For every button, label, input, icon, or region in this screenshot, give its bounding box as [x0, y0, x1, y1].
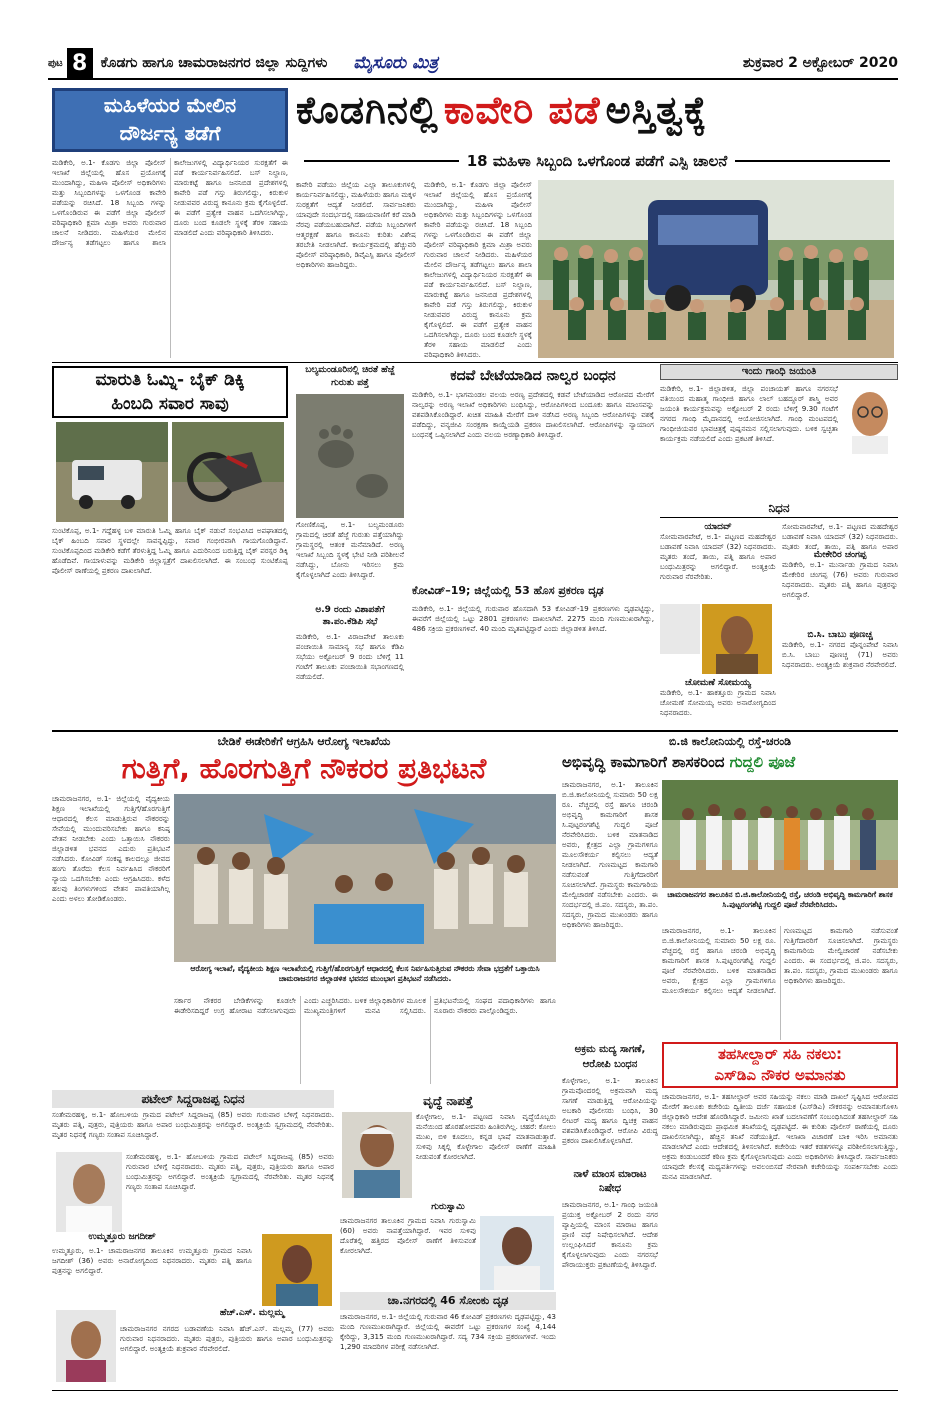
leopard-headline-text: ಬಲ್ಯಮಂಡೂರಿನಲ್ಲಿ ಚಿರತೆ ಹೆಜ್ಜೆ ಗುರುತು ಪತ್ತೆ — [305, 365, 395, 388]
protest-kicker-text: ಬೇಡಿಕೆ ಈಡೇರಿಕೆಗೆ ಆಗ್ರಹಿಸಿ ಆರೋಗ್ಯ ಇಲಾಖೆಯ — [217, 735, 391, 748]
jagadish-name-text: ಉಮ್ಮತ್ತೂರು ಜಗದೀಶ್ — [88, 1232, 156, 1242]
jagadish-body: ಉಮ್ಮತ್ತೂರು, ಅ.1- ಚಾಮರಾಜನಗರ ತಾಲೂಕಿನ ಉಮ್ಮತ್ತೂರು ಗ್ರಾಮದ ನಿವಾಸಿ ಜಗದೀಶ್ (36) ಅವರು ಅನಾರೋಗ್ಯದಿಂದ ನಿಧನರಾದರು. ಮೃತರು ಪತ್ನಿ ಹಾಗೂ ಪುತ್ರನನ್ನು ಅಗಲಿದ್ದಾರೆ. — [52, 1246, 252, 1275]
protest-photo — [174, 794, 556, 962]
patel-body-2: ಸಂತೇಮರಹಳ್ಳಿ, ಅ.1- ಹೋಬಳಿಯ ಗ್ರಾಮದ ಪಟೇಲ್ ಸಿದ್ದರಾಜಪ್ಪ (85) ಅವರು ಗುರುವಾರ ಬೆಳಿಗ್ಗೆ ನಿಧನರಾದರು. ಮೃತರು ಪತ್ನಿ, ಪುತ್ರರು, ಪುತ್ರಿಯರು ಹಾಗೂ ಅಪಾರ ಬಂಧುಮಿತ್ರರನ್ನು ಅಗಲಿದ್ದಾರೆ. ಅಂತ್ಯಕ್ರಿಯೆ ಸ್ವಗ್ರಾಮದಲ್ಲಿ ನೆರವೇರಿತು. ಮೃತರ ನಿಧನಕ್ಕೆ ಗಣ್ಯರು ಸಂತಾಪ ಸೂಚಿಸಿದ್ದಾರೆ. — [126, 1152, 334, 1191]
poaching-headline-text: ಕದವೆ ಬೇಟೆಯಾಡಿದ ನಾಲ್ವರ ಬಂಧನ — [450, 368, 616, 384]
mallamma-body: ಚಾಮರಾಜನಗರ ನಗರದ ಬಡಾವಣೆಯ ನಿವಾಸಿ ಹೆಚ್.ಎಸ್. ಮಲ್ಲಮ್ಮ (77) ಅವರು ಗುರುವಾರ ನಿಧನರಾದರು. ಮೃತರು ಪುತ್ರರು, ಪುತ್ರಿಯರು ಹಾಗೂ ಅಪಾರ ಬಂಧುಮಿತ್ರರನ್ನು ಅಗಲಿದ್ದಾರೆ. ಅಂತ್ಯಕ್ರಿಯೆ ಶುಕ್ರವಾರ ನೆರವೇರಲಿದೆ. — [120, 1324, 334, 1353]
chamnagar-covid-headline: ಚಾ.ನಗರದಲ್ಲಿ 46 ಸೋಂಕು ದೃಢ — [387, 1294, 509, 1307]
obit-body-poonacha: ಮಡಿಕೇರಿ, ಅ.1- ನಗರದ ಪೊನ್ನಂಪೇಟೆ ನಿವಾಸಿ ಬಿ.ಸಿ. ಬಾಬು ಪೂಣಚ್ಚ (71) ಅವರು ನಿಧನರಾದರು. ಅಂತ್ಯಕ್ರಿಯೆ ಶುಕ್ರವಾರ ನೆರವೇರಲಿದೆ. — [782, 640, 898, 669]
gandhi-jayanti-headline: ಇಂದು ಗಾಂಧಿ ಜಯಂತಿ — [741, 366, 817, 377]
lead-subheadline-text: 18 ಮಹಿಳಾ ಸಿಬ್ಬಂದಿ ಒಳಗೊಂಡ ಪಡೆಗೆ ಎಸ್ಪಿ ಚಾಲನೆ — [466, 152, 728, 170]
kdp-meeting-body: ಮಡಿಕೇರಿ, ಅ.1- ವಿರಾಜಪೇಟೆ ತಾಲೂಕು ಪಂಚಾಯಿತಿ ಸಾಮಾನ್ಯ ಸಭೆ ಹಾಗೂ ಕೆಡಿಪಿ ಸಭೆಯು ಅಕ್ಟೋಬರ್ 9 ರಂದು ಬೆಳಿಗ್ಗೆ 11 ಗಂಟೆಗೆ ತಾಲೂಕು ಪಂಚಾಯಿತಿ ಸಭಾಂಗಣದಲ್ಲಿ ನಡೆಯಲಿದೆ. — [296, 632, 404, 681]
gandhi-jayanti-body: ಮಡಿಕೇರಿ, ಅ.1- ಜಿಲ್ಲಾಡಳಿತ, ಜಿಲ್ಲಾ ಪಂಚಾಯತ್ ಹಾಗೂ ನಗರಸಭೆ ವತಿಯಿಂದ ಮಹಾತ್ಮ ಗಾಂಧೀಜಿ ಹಾಗೂ ಲಾಲ್ ಬಹದ್ದೂರ್ ಶಾಸ್ತ್ರಿ ಅವರ ಜಯಂತಿ ಕಾರ್ಯಕ್ರಮವನ್ನು ಅಕ್ಟೋಬರ್ 2 ರಂದು ಬೆಳಿಗ್ಗೆ 9.30 ಗಂಟೆಗೆ ನಗರದ ಗಾಂಧಿ ಮೈದಾನದಲ್ಲಿ ಆಯೋಜಿಸಲಾಗಿದೆ. ಗಾಂಧಿ ಮಂಟಪದಲ್ಲಿ ಗಾಂಧೀಜಿಯವರ ಭಾವಚಿತ್ರಕ್ಕೆ ಪುಷ್ಪನಮನ ಸಲ್ಲಿಸಲಾಗುವುದು. ಬಳಿಕ ಸ್ವಚ್ಛತಾ ಕಾರ್ಯಕ್ರಮ ನಡೆಯಲಿದೆ ಎಂದು ಪ್ರಕಟಣೆ ತಿಳಿಸಿದೆ. — [660, 384, 838, 443]
patel-headbar — [52, 1090, 334, 1108]
mallamma-portrait — [56, 1310, 116, 1382]
protest-body-right: ಸರ್ಕಾರ ನೌಕರರ ಬೇಡಿಕೆಗಳನ್ನು ಕೂಡಲೇ ಈಡೇರಿಸದಿದ್ದರೆ ಉಗ್ರ ಹೋರಾಟ ನಡೆಸಲಾಗುವುದು ಎಂದು ಎಚ್ಚರಿಸಿದರು. ಬಳಿಕ ಜಿಲ್ಲಾಧಿಕಾರಿಗಳ ಮೂಲಕ ಮುಖ್ಯಮಂತ್ರಿಗಳಿಗೆ ಮನವಿ ಸಲ್ಲಿಸಿದರು. ಪ್ರತಿಭಟನೆಯಲ್ಲಿ ಸಂಘದ ಪದಾಧಿಕಾರಿಗಳು ಹಾಗೂ ನೂರಾರು ನೌಕರರು ಪಾಲ್ಗೊಂಡಿದ್ದರು. — [174, 996, 556, 1015]
kicker-line-1: ಮಹಿಳೆಯರ ಮೇಲಿನ — [103, 93, 237, 117]
lead-body-right: ಮಡಿಕೇರಿ, ಅ.1- ಕೊಡಗು ಜಿಲ್ಲಾ ಪೊಲೀಸ್ ಇಲಾಖೆ ಜಿಲ್ಲೆಯಲ್ಲಿ ಹೊಸ ಪ್ರಯೋಗಕ್ಕೆ ಮುಂದಾಗಿದ್ದು, ಮಹಿಳಾ ಪೊಲೀಸ್ ಅಧಿಕಾರಿಗಳು ಮತ್ತು ಸಿಬ್ಬಂದಿಗಳನ್ನು ಒಳಗೊಂಡ ಕಾವೇರಿ ಪಡೆಯನ್ನು ರಚಿಸಿದೆ. 18 ಸಿಬ್ಬಂದಿ ಗಳನ್ನು ಒಳಗೊಂಡಿರುವ ಈ ಪಡೆಗೆ ಜಿಲ್ಲಾ ಪೊಲೀಸ್ ವರಿಷ್ಠಾಧಿಕಾರಿ ಕ್ಷಮಾ ಮಿಶ್ರಾ ಅವರು ಗುರುವಾರ ಚಾಲನೆ ನೀಡಿದರು. ಮಹಿಳೆಯರ ಮೇಲಿನ ದೌರ್ಜನ್ಯ ತಡೆಗಟ್ಟಲು ಹಾಗೂ ಶಾಲಾ ಕಾಲೇಜುಗಳಲ್ಲಿ ವಿದ್ಯಾರ್ಥಿನಿಯರ ಸುರಕ್ಷತೆಗೆ ಈ ಪಡೆ ಕಾರ್ಯನಿರ್ವಹಿಸಲಿದೆ. ಬಸ್ ನಿಲ್ದಾಣ, ಮಾರುಕಟ್ಟೆ ಹಾಗೂ ಜನನಿಬಿಡ ಪ್ರದೇಶಗಳಲ್ಲಿ ಕಾವೇರಿ ಪಡೆ ಗಸ್ತು ತಿರುಗಲಿದ್ದು, ಕಿರುಕುಳ ನೀಡುವವರ ವಿರುದ್ಧ ಕಾನೂನು ಕ್ರಮ ಕೈಗೊಳ್ಳಲಿದೆ. ಈ ಪಡೆಗೆ ಪ್ರತ್ಯೇಕ ವಾಹನ ಒದಗಿಸಲಾಗಿದ್ದು, ದೂರು ಬಂದ ಕೂಡಲೇ ಸ್ಥಳಕ್ಕೆ ತೆರಳಿ ಸಹಾಯ ಮಾಡಲಿದೆ ಎಂದು ವರಿಷ್ಠಾಧಿಕಾರಿ ತಿಳಿಸಿದರು. — [424, 180, 532, 358]
lead-body-left: ಮಡಿಕೇರಿ, ಅ.1- ಕೊಡಗು ಜಿಲ್ಲಾ ಪೊಲೀಸ್ ಇಲಾಖೆ ಜಿಲ್ಲೆಯಲ್ಲಿ ಹೊಸ ಪ್ರಯೋಗಕ್ಕೆ ಮುಂದಾಗಿದ್ದು, ಮಹಿಳಾ ಪೊಲೀಸ್ ಅಧಿಕಾರಿಗಳು ಮತ್ತು ಸಿಬ್ಬಂದಿಗಳನ್ನು ಒಳಗೊಂಡ ಕಾವೇರಿ ಪಡೆಯನ್ನು ರಚಿಸಿದೆ. 18 ಸಿಬ್ಬಂದಿ ಗಳನ್ನು ಒಳಗೊಂಡಿರುವ ಈ ಪಡೆಗೆ ಜಿಲ್ಲಾ ಪೊಲೀಸ್ ವರಿಷ್ಠಾಧಿಕಾರಿ ಕ್ಷಮಾ ಮಿಶ್ರಾ ಅವರು ಗುರುವಾರ ಚಾಲನೆ ನೀಡಿದರು. ಮಹಿಳೆಯರ ಮೇಲಿನ ದೌರ್ಜನ್ಯ ತಡೆಗಟ್ಟಲು ಹಾಗೂ ಶಾಲಾ ಕಾಲೇಜುಗಳಲ್ಲಿ ವಿದ್ಯಾರ್ಥಿನಿಯರ ಸುರಕ್ಷತೆಗೆ ಈ ಪಡೆ ಕಾರ್ಯನಿರ್ವಹಿಸಲಿದೆ. ಬಸ್ ನಿಲ್ದಾಣ, ಮಾರುಕಟ್ಟೆ ಹಾಗೂ ಜನನಿಬಿಡ ಪ್ರದೇಶಗಳಲ್ಲಿ ಕಾವೇರಿ ಪಡೆ ಗಸ್ತು ತಿರುಗಲಿದ್ದು, ಕಿರುಕುಳ ನೀಡುವವರ ವಿರುದ್ಧ ಕಾನೂನು ಕ್ರಮ ಕೈಗೊಳ್ಳಲಿದೆ. ಈ ಪಡೆಗೆ ಪ್ರತ್ಯೇಕ ವಾಹನ ಒದಗಿಸಲಾಗಿದ್ದು, ದೂರು ಬಂದ ಕೂಡಲೇ ಸ್ಥಳಕ್ಕೆ ತೆರಳಿ ಸಹಾಯ ಮಾಡಲಿದೆ ಎಂದು ವರಿಷ್ಠಾಧಿಕಾರಿ ತಿಳಿಸಿದರು. — [52, 158, 288, 247]
chamnagar-covid-body: ಚಾಮರಾಜನಗರ, ಅ.1- ಜಿಲ್ಲೆಯಲ್ಲಿ ಗುರುವಾರ 46 ಕೋವಿಡ್ ಪ್ರಕರಣಗಳು ದೃಢಪಟ್ಟಿದ್ದು, 43 ಮಂದಿ ಗುಣಮುಖರಾಗಿದ್ದಾರೆ. ಜಿಲ್ಲೆಯಲ್ಲಿ ಈವರೆಗೆ ಒಟ್ಟು ಪ್ರಕರಣಗಳ ಸಂಖ್ಯೆ 4,144 ಕ್ಕೇರಿದ್ದು, 3,315 ಮಂದಿ ಗುಣಮುಖರಾಗಿದ್ದಾರೆ. ಸದ್ಯ 734 ಸಕ್ರಿಯ ಪ್ರಕರಣಗಳಿವೆ. ಇಂದು 1,290 ಮಾದರಿಗಳ ಪರೀಕ್ಷೆ ನಡೆಸಲಾಗಿದೆ. — [340, 1312, 556, 1351]
lead-headline-red: ಕಾವೇರಿ ಪಡೆ — [443, 88, 601, 132]
page-label: ಪುಟ — [48, 57, 63, 69]
guruswamy-portrait — [480, 1216, 554, 1290]
patel-body: ಸಂತೇಮರಹಳ್ಳಿ, ಅ.1- ಹೋಬಳಿಯ ಗ್ರಾಮದ ಪಟೇಲ್ ಸಿದ್ದರಾಜಪ್ಪ (85) ಅವರು ಗುರುವಾರ ಬೆಳಿಗ್ಗೆ ನಿಧನರಾದರು. ಮೃತರು ಪತ್ನಿ, ಪುತ್ರರು, ಪುತ್ರಿಯರು ಹಾಗೂ ಅಪಾರ ಬಂಧುಮಿತ್ರರನ್ನು ಅಗಲಿದ್ದಾರೆ. ಅಂತ್ಯಕ್ರಿಯೆ ಸ್ವಗ್ರಾಮದಲ್ಲಿ ನೆರವೇರಿತು. ಮೃತರ ನಿಧನಕ್ಕೆ ಗಣ್ಯರು ಸಂತಾಪ ಸೂಚಿಸಿದ್ದಾರೆ. — [52, 1110, 334, 1139]
development-kicker — [562, 734, 898, 750]
development-headline-green: ಗುದ್ದಲಿ ಪೂಜೆ — [729, 753, 796, 771]
missing-headbar — [340, 1092, 556, 1110]
protest-headline-text: ಗುತ್ತಿಗೆ, ಹೊರಗುತ್ತಿಗೆ ನೌಕರರ ಪ್ರತಿಭಟನೆ — [121, 752, 487, 785]
development-body-left: ಚಾಮರಾಜನಗರ, ಅ.1- ತಾಲೂಕಿನ ಬಿ.ಜಿ.ಕಾಲೋನಿಯಲ್ಲಿ ಸುಮಾರು 50 ಲಕ್ಷ ರೂ. ವೆಚ್ಚದಲ್ಲಿ ರಸ್ತೆ ಹಾಗೂ ಚರಂಡಿ ಅಭಿವೃದ್ಧಿ ಕಾಮಗಾರಿಗೆ ಶಾಸಕ ಸಿ.ಪುಟ್ಟರಂಗಶೆಟ್ಟಿ ಗುದ್ದಲಿ ಪೂಜೆ ನೆರವೇರಿಸಿದರು. ಬಳಿಕ ಮಾತನಾಡಿದ ಅವರು, ಕ್ಷೇತ್ರದ ಎಲ್ಲಾ ಗ್ರಾಮಗಳಿಗೂ ಮೂಲಸೌಕರ್ಯ ಕಲ್ಪಿಸಲು ಆದ್ಯತೆ ನೀಡಲಾಗಿದೆ. ಗುಣಮಟ್ಟದ ಕಾಮಗಾರಿ ನಡೆಸುವಂತೆ ಗುತ್ತಿಗೆದಾರರಿಗೆ ಸೂಚಿಸಲಾಗಿದೆ. ಗ್ರಾಮಸ್ಥರು ಕಾಮಗಾರಿಯ ಮೇಲ್ವಿಚಾರಣೆ ನಡೆಸಬೇಕು ಎಂದರು. ಈ ಸಂದರ್ಭದಲ್ಲಿ ಜಿ.ಪಂ. ಸದಸ್ಯರು, ತಾ.ಪಂ. ಸದಸ್ಯರು, ಗ್ರಾಮದ ಮುಖಂಡರು ಹಾಗೂ ಅಧಿಕಾರಿಗಳು ಹಾಜರಿದ್ದರು. — [562, 780, 658, 929]
obit-body-continued: ಸೋಮವಾರಪೇಟೆ, ಅ.1- ಪಟ್ಟಣದ ಮಹದೇಶ್ವರ ಬಡಾವಣೆ ನಿವಾಸಿ ಯಾದವ್ (32) ನಿಧನರಾದರು. ಮೃತರು ತಂದೆ, ತಾಯಿ, ಪತ್ನಿ ಹಾಗೂ ಅಪಾರ — [782, 522, 898, 550]
section-title: ಕೊಡಗು ಹಾಗೂ ಚಾಮರಾಜನಗರ ಜಿಲ್ಲಾ ಸುದ್ದಿಗಳು — [100, 55, 328, 71]
page-number: 8 — [67, 48, 93, 78]
obit-body-yadav: ಸೋಮವಾರಪೇಟೆ, ಅ.1- ಪಟ್ಟಣದ ಮಹದೇಶ್ವರ ಬಡಾವಣೆ ನಿವಾಸಿ ಯಾದವ್ (32) ನಿಧನರಾದರು. ಮೃತರು ತಂದೆ, ತಾಯಿ, ಪತ್ನಿ ಹಾಗೂ ಅಪಾರ ಬಂಧುಮಿತ್ರರನ್ನು ಅಗಲಿದ್ದಾರೆ. ಅಂತ್ಯಕ್ರಿಯೆ ಗುರುವಾರ ನೆರವೇರಿತು. — [660, 532, 776, 581]
obit-name-somayya: ಚೋಮಣೆ ಸೋಮಯ್ಯ — [685, 678, 751, 688]
meat-ban-headline-text: ನಾಳೆ ಮಾಂಸ ಮಾರಾಟ ನಿಷೇಧ — [573, 1169, 647, 1194]
missing-body: ಕೊಳ್ಳೇಗಾಲ, ಅ.1- ಪಟ್ಟಣದ ನಿವಾಸಿ ವೃದ್ಧೆಯೊಬ್ಬರು ಮನೆಯಿಂದ ಹೊರಹೋದವರು ಹಿಂತಿರುಗಿಲ್ಲ. ಚಹರೆ: ಕೋಲು ಮುಖ, ಬಿಳಿ ಕೂದಲು, ಕನ್ನಡ ಭಾಷೆ ಮಾತನಾಡುತ್ತಾರೆ. ಸುಳಿವು ಸಿಕ್ಕಲ್ಲಿ ಕೊಳ್ಳೇಗಾಲ ಪೊಲೀಸ್ ಠಾಣೆಗೆ ಮಾಹಿತಿ ನೀಡುವಂತೆ ಕೋರಲಾಗಿದೆ. — [416, 1112, 556, 1161]
covid-kodagu-headline — [412, 582, 654, 602]
gandhi-jayanti-headbar — [660, 364, 898, 380]
patel-portrait — [56, 1152, 122, 1232]
leopard-headline — [294, 364, 406, 392]
obituary-col-right — [782, 522, 898, 726]
maruti-body: ಸುಂಟಿಕೊಪ್ಪ, ಅ.1- ಗದ್ದೆಹಳ್ಳ ಬಳಿ ಮಾರುತಿ ಓಮ್ನಿ ಹಾಗೂ ಬೈಕ್ ನಡುವೆ ಸಂಭವಿಸಿದ ಅಪಘಾತದಲ್ಲಿ ಬೈಕ್ ಹಿಂಬದಿ ಸವಾರ ಸ್ಥಳದಲ್ಲೇ ಸಾವನ್ನಪ್ಪಿದ್ದು, ಸವಾರ ಗಂಭೀರವಾಗಿ ಗಾಯಗೊಂಡಿದ್ದಾನೆ. ಸುಂಟಿಕೊಪ್ಪದಿಂದ ಮಡಿಕೇರಿ ಕಡೆಗೆ ತೆರಳುತ್ತಿದ್ದ ಓಮ್ನಿ ಹಾಗೂ ಎದುರಿನಿಂದ ಬರುತ್ತಿದ್ದ ಬೈಕ್ ಪರಸ್ಪರ ಡಿಕ್ಕಿ ಹೊಡೆದಿವೆ. ಗಾಯಾಳುವನ್ನು ಮಡಿಕೇರಿ ಜಿಲ್ಲಾಸ್ಪತ್ರೆಗೆ ದಾಖಲಿಸಲಾಗಿದೆ. ಈ ಸಂಬಂಧ ಸುಂಟಿಕೊಪ್ಪ ಪೊಲೀಸ್ ಠಾಣೆಯಲ್ಲಿ ಪ್ರಕರಣ ದಾಖಲಾಗಿದೆ. — [52, 526, 288, 575]
liquor-headline — [562, 1042, 658, 1074]
omni-van-photo — [56, 422, 168, 522]
obit-name-yadav: ಯಾದವ್ — [704, 522, 732, 532]
missing-headline: ವೃದ್ಧೆ ನಾಪತ್ತೆ — [423, 1094, 473, 1108]
covid-kodagu-body: ಮಡಿಕೇರಿ, ಅ.1- ಜಿಲ್ಲೆಯಲ್ಲಿ ಗುರುವಾರ ಹೊಸದಾಗಿ 53 ಕೋವಿಡ್-19 ಪ್ರಕರಣಗಳು ದೃಢಪಟ್ಟಿದ್ದು, ಈವರೆಗೆ ಜಿಲ್ಲೆಯಲ್ಲಿ ಒಟ್ಟು 2801 ಪ್ರಕರಣಗಳು ದಾಖಲಾಗಿವೆ. 2275 ಮಂದಿ ಗುಣಮುಖರಾಗಿದ್ದು, 486 ಸಕ್ರಿಯ ಪ್ರಕರಣಗಳಿವೆ. 40 ಮಂದಿ ಮೃತಪಟ್ಟಿದ್ದಾರೆ ಎಂದು ಜಿಲ್ಲಾಡಳಿತ ತಿಳಿಸಿದೆ. — [412, 604, 654, 633]
gandhi-portrait — [842, 384, 898, 454]
development-body-right: ಚಾಮರಾಜನಗರ, ಅ.1- ತಾಲೂಕಿನ ಬಿ.ಜಿ.ಕಾಲೋನಿಯಲ್ಲಿ ಸುಮಾರು 50 ಲಕ್ಷ ರೂ. ವೆಚ್ಚದಲ್ಲಿ ರಸ್ತೆ ಹಾಗೂ ಚರಂಡಿ ಅಭಿವೃದ್ಧಿ ಕಾಮಗಾರಿಗೆ ಶಾಸಕ ಸಿ.ಪುಟ್ಟರಂಗಶೆಟ್ಟಿ ಗುದ್ದಲಿ ಪೂಜೆ ನೆರವೇರಿಸಿದರು. ಬಳಿಕ ಮಾತನಾಡಿದ ಅವರು, ಕ್ಷೇತ್ರದ ಎಲ್ಲಾ ಗ್ರಾಮಗಳಿಗೂ ಮೂಲಸೌಕರ್ಯ ಕಲ್ಪಿಸಲು ಆದ್ಯತೆ ನೀಡಲಾಗಿದೆ. ಗುಣಮಟ್ಟದ ಕಾಮಗಾರಿ ನಡೆಸುವಂತೆ ಗುತ್ತಿಗೆದಾರರಿಗೆ ಸೂಚಿಸಲಾಗಿದೆ. ಗ್ರಾಮಸ್ಥರು ಕಾಮಗಾರಿಯ ಮೇಲ್ವಿಚಾರಣೆ ನಡೆಸಬೇಕು ಎಂದರು. ಈ ಸಂದರ್ಭದಲ್ಲಿ ಜಿ.ಪಂ. ಸದಸ್ಯರು, ತಾ.ಪಂ. ಸದಸ್ಯರು, ಗ್ರಾಮದ ಮುಖಂಡರು ಹಾಗೂ ಅಧಿಕಾರಿಗಳು ಹಾಜರಿದ್ದರು. — [662, 926, 898, 995]
damaged-bike-photo — [172, 422, 284, 522]
patel-headline: ಪಟೇಲ್ ಸಿದ್ದರಾಜಪ್ಪ ನಿಧನ — [141, 1092, 245, 1106]
mallamma-name — [170, 1308, 334, 1322]
lead-headline — [296, 86, 898, 146]
obit-body-changappa: ಮಡಿಕೇರಿ, ಅ.1- ಮುರ್ನಾಡು ಗ್ರಾಮದ ನಿವಾಸಿ ಮೇಕೇರಿರ ಚಂಗಪ್ಪ (76) ಅವರು ಗುರುವಾರ ನಿಧನರಾದರು. ಮೃತರು ಪತ್ನಿ ಹಾಗೂ ಪುತ್ರರನ್ನು ಅಗಲಿದ್ದಾರೆ. — [782, 560, 898, 599]
chamnagar-covid-headbar — [340, 1292, 556, 1310]
maruti-headline-box — [52, 366, 288, 418]
meat-ban-body: ಚಾಮರಾಜನಗರ, ಅ.1- ಗಾಂಧಿ ಜಯಂತಿ ಪ್ರಯುಕ್ತ ಅಕ್ಟೋಬರ್ 2 ರಂದು ನಗರ ವ್ಯಾಪ್ತಿಯಲ್ಲಿ ಮಾಂಸ ಮಾರಾಟ ಹಾಗೂ ಪ್ರಾಣಿ ವಧೆ ನಿಷೇಧಿಸಲಾಗಿದೆ. ಆದೇಶ ಉಲ್ಲಂಘಿಸಿದರೆ ಕಾನೂನು ಕ್ರಮ ಕೈಗೊಳ್ಳಲಾಗುವುದು ಎಂದು ನಗರಸಭೆ ಪೌರಾಯುಕ್ತರು ಪ್ರಕಟಣೆಯಲ್ಲಿ ತಿಳಿಸಿದ್ದಾರೆ. — [562, 1200, 658, 1269]
missing-elder-photo — [342, 1112, 412, 1198]
lead-body-middle: ಕಾವೇರಿ ಪಡೆಯು ಜಿಲ್ಲೆಯ ಎಲ್ಲಾ ತಾಲೂಕುಗಳಲ್ಲಿ ಕಾರ್ಯನಿರ್ವಹಿಸಲಿದ್ದು, ಮಹಿಳೆಯರು ಹಾಗೂ ಮಕ್ಕಳ ಸುರಕ್ಷತೆಗೆ ಆದ್ಯತೆ ನೀಡಲಿದೆ. ಸಾರ್ವಜನಿಕರು ಯಾವುದೇ ಸಂದರ್ಭದಲ್ಲಿ ಸಹಾಯವಾಣಿಗೆ ಕರೆ ಮಾಡಿ ನೆರವು ಪಡೆಯಬಹುದಾಗಿದೆ. ಪಡೆಯ ಸಿಬ್ಬಂದಿಗಳಿಗೆ ಆತ್ಮರಕ್ಷಣೆ ಹಾಗೂ ಕಾನೂನು ಕುರಿತು ವಿಶೇಷ ತರಬೇತಿ ನೀಡಲಾಗಿದೆ. ಕಾರ್ಯಕ್ರಮದಲ್ಲಿ ಹೆಚ್ಚುವರಿ ಪೊಲೀಸ್ ವರಿಷ್ಠಾಧಿಕಾರಿ, ಡಿವೈಎಸ್ಪಿ ಹಾಗೂ ಪೊಲೀಸ್ ಅಧಿಕಾರಿಗಳು ಹಾಜರಿದ್ದರು. — [296, 180, 416, 269]
tahsildar-headline-box — [662, 1042, 898, 1088]
meat-ban-headline — [562, 1168, 658, 1198]
tahsildar-headline-1: ತಹಸೀಲ್ದಾರ್ ಸಹಿ ನಕಲು: — [717, 1045, 843, 1063]
protest-photo-caption: ಆರೋಗ್ಯ ಇಲಾಖೆ, ವೈದ್ಯಕೀಯ ಶಿಕ್ಷಣ ಇಲಾಖೆಯಲ್ಲಿ ಗುತ್ತಿಗೆ/ಹೊರಗುತ್ತಿಗೆ ಆಧಾರದಲ್ಲಿ ಕೆಲಸ ನಿರ್ವಹಿಸುತ್ತಿರುವ ನೌಕರರು ಸೇವಾ ಭದ್ರತೆಗೆ ಒತ್ತಾಯಿಸಿ ಚಾಮರಾಜನಗರ ಜಿಲ್ಲಾಡಳಿತ ಭವನದ ಮುಂಭಾಗ ಪ್ರತಿಭಟನೆ ನಡೆಸಿದರು. — [190, 964, 540, 983]
groundbreaking-photo — [662, 780, 898, 888]
mallamma-name-text: ಹೆಚ್.ಎಸ್. ಮಲ್ಲಮ್ಮ — [219, 1308, 285, 1318]
maruti-headline-1: ಮಾರುತಿ ಓಮ್ನಿ- ಬೈಕ್ ಡಿಕ್ಕಿ — [95, 370, 245, 390]
obituary-headline: ನಿಧನ — [768, 501, 790, 515]
kdp-meeting-headline — [296, 604, 404, 630]
protest-body-left: ಚಾಮರಾಜನಗರ, ಅ.1- ಜಿಲ್ಲೆಯಲ್ಲಿ ವೈದ್ಯಕೀಯ ಶಿಕ್ಷಣ ಇಲಾಖೆಯಲ್ಲಿ ಗುತ್ತಿಗೆ/ಹೊರಗುತ್ತಿಗೆ ಆಧಾರದಲ್ಲಿ ಕೆಲಸ ಮಾಡುತ್ತಿರುವ ನೌಕರರನ್ನು ಸೇವೆಯಲ್ಲಿ ಮುಂದುವರಿಸಬೇಕು ಹಾಗೂ ಕನಿಷ್ಠ ವೇತನ ನೀಡಬೇಕು ಎಂದು ಒತ್ತಾಯಿಸಿ ನೌಕರರು ಜಿಲ್ಲಾಡಳಿತ ಭವನದ ಎದುರು ಪ್ರತಿಭಟನೆ ನಡೆಸಿದರು. ಕೋವಿಡ್ ಸಂಕಷ್ಟ ಕಾಲದಲ್ಲೂ ಜೀವದ ಹಂಗು ತೊರೆದು ಕೆಲಸ ನಿರ್ವಹಿಸಿದ ನೌಕರರಿಗೆ ನ್ಯಾಯ ಒದಗಿಸಬೇಕು ಎಂದು ಆಗ್ರಹಿಸಿದರು. ಕಳೆದ ಹಲವು ತಿಂಗಳುಗಳಿಂದ ವೇತನ ಪಾವತಿಯಾಗಿಲ್ಲ ಎಂದು ಅಳಲು ತೋಡಿಕೊಂಡರು. — [52, 794, 170, 903]
obit-body-somayya: ಮಡಿಕೇರಿ, ಅ.1- ಹಾಕತ್ತೂರು ಗ್ರಾಮದ ನಿವಾಸಿ ಚೋಮಣೆ ಸೋಮಯ್ಯ ಅವರು ಅನಾರೋಗ್ಯದಿಂದ ನಿಧನರಾದರು. — [660, 688, 776, 717]
obituary-headbar — [660, 500, 898, 518]
kicker-line-2: ದೌರ್ಜನ್ಯ ತಡೆಗೆ — [119, 121, 221, 145]
tahsildar-headline-2: ಎಸ್‌ಡಿಎ ನೌಕರ ಅಮಾನತು — [714, 1066, 846, 1084]
kdp-meeting-headline-text: ಅ.9 ರಂದು ವಿಶಾಪತೆಗೆ ತಾ.ಪಂ.ಕೆಡಿಪಿ ಸಭೆ — [315, 605, 385, 627]
obit-photo-yadav — [702, 604, 772, 674]
lead-headline-part2: ಅಸ್ತಿತ್ವಕ್ಕೆ — [605, 88, 708, 132]
guruswamy-body: ಚಾಮರಾಜನಗರ ತಾಲೂಕಿನ ಗ್ರಾಮದ ನಿವಾಸಿ ಗುರುಸ್ವಾಮಿ (60) ಅವರು ನಾಪತ್ತೆಯಾಗಿದ್ದಾರೆ. ಇವರ ಸುಳಿವು ದೊರೆತಲ್ಲಿ ಹತ್ತಿರದ ಪೊಲೀಸ್ ಠಾಣೆಗೆ ತಿಳಿಸುವಂತೆ ಕೋರಲಾಗಿದೆ. — [340, 1216, 476, 1255]
development-kicker-text: ಬಿ.ಜಿ ಕಾಲೋನಿಯಲ್ಲಿ ರಸ್ತೆ-ಚರಂಡಿ — [668, 735, 792, 748]
leopard-body: ಗೋಣಿಕೊಪ್ಪ, ಅ.1- ಬಲ್ಯಮಂಡೂರು ಗ್ರಾಮದಲ್ಲಿ ಚಿರತೆ ಹೆಜ್ಜೆ ಗುರುತು ಪತ್ತೆಯಾಗಿದ್ದು ಗ್ರಾಮಸ್ಥರಲ್ಲಿ ಆತಂಕ ಮನೆಮಾಡಿದೆ. ಅರಣ್ಯ ಇಲಾಖೆ ಸಿಬ್ಬಂದಿ ಸ್ಥಳಕ್ಕೆ ಭೇಟಿ ನೀಡಿ ಪರಿಶೀಲನೆ ನಡೆಸಿದ್ದು, ಬೋನು ಇರಿಸಲು ಕ್ರಮ ಕೈಗೊಳ್ಳಲಾಗಿದೆ ಎಂದು ತಿಳಿಸಿದ್ದಾರೆ. — [296, 520, 404, 579]
liquor-headline-text: ಅಕ್ರಮ ಮದ್ಯ ಸಾಗಣೆ, ಆರೋಪಿ ಬಂಧನ — [574, 1044, 646, 1070]
covid-kodagu-headline-text: ಕೋವಿಡ್–19; ಜಿಲ್ಲೆಯಲ್ಲಿ 53 ಹೊಸ ಪ್ರಕರಣ ದೃಢ — [412, 584, 604, 597]
issue-date: ಶುಕ್ರವಾರ 2 ಅಕ್ಟೋಬರ್ 2020 — [742, 55, 898, 71]
newspaper-name: ಮೈಸೂರು ಮಿತ್ರ — [353, 53, 439, 73]
guruswamy-name — [340, 1202, 556, 1216]
development-headline — [562, 750, 898, 776]
leopard-pugmark-photo — [296, 394, 404, 518]
tahsildar-body: ಚಾಮರಾಜನಗರ, ಅ.1- ತಹಸೀಲ್ದಾರ್ ಅವರ ಸಹಿಯನ್ನು ನಕಲು ಮಾಡಿ ದಾಖಲೆ ಸೃಷ್ಟಿಸಿದ ಆರೋಪದ ಮೇರೆಗೆ ತಾಲೂಕು ಕಚೇರಿಯ ದ್ವಿತೀಯ ದರ್ಜೆ ಸಹಾಯಕ (ಎಸ್‌ಡಿಎ) ನೌಕರನನ್ನು ಅಮಾನತುಗೊಳಿಸಿ ಜಿಲ್ಲಾಧಿಕಾರಿ ಆದೇಶ ಹೊರಡಿಸಿದ್ದಾರೆ. ಜಮೀನು ಖಾತೆ ಬದಲಾವಣೆಗೆ ಸಂಬಂಧಿಸಿದಂತೆ ತಹಸೀಲ್ದಾರ್ ಸಹಿ ನಕಲು ಮಾಡಿರುವುದು ಪ್ರಾಥಮಿಕ ತನಿಖೆಯಲ್ಲಿ ದೃಢಪಟ್ಟಿದೆ. ಈ ಕುರಿತು ಪೊಲೀಸ್ ಠಾಣೆಯಲ್ಲಿ ದೂರು ದಾಖಲಿಸಲಾಗಿದ್ದು, ಹೆಚ್ಚಿನ ತನಿಖೆ ನಡೆಯುತ್ತಿದೆ. ಇಲಾಖಾ ವಿಚಾರಣೆ ಬಾಕಿ ಇರಿಸಿ ಅಮಾನತು ಮಾಡಲಾಗಿದೆ ಎಂದು ಆದೇಶದಲ್ಲಿ ತಿಳಿಸಲಾಗಿದೆ. ಕಚೇರಿಯ ಇತರೆ ಕಡತಗಳನ್ನೂ ಪರಿಶೀಲಿಸಲಾಗುತ್ತಿದ್ದು, ಅಕ್ರಮ ಕಂಡುಬಂದರೆ ಕಠಿಣ ಕ್ರಮ ಕೈಗೊಳ್ಳಲಾಗುವುದು ಎಂದು ಅಧಿಕಾರಿಗಳು ತಿಳಿಸಿದ್ದಾರೆ. ಸಾರ್ವಜನಿಕರು ಯಾವುದೇ ಕೆಲಸಕ್ಕೆ ಮಧ್ಯವರ್ತಿಗಳನ್ನು ಅವಲಂಬಿಸದೆ ನೇರವಾಗಿ ಕಚೇರಿಯನ್ನು ಸಂಪರ್ಕಿಸಬೇಕು ಎಂದು ಮನವಿ ಮಾಡಲಾಗಿದೆ. — [662, 1092, 898, 1181]
protest-kicker — [52, 734, 556, 750]
obituary-col-left — [660, 522, 776, 726]
lead-headline-part1: ಕೊಡಗಿನಲ್ಲಿ — [296, 88, 439, 132]
liquor-body: ಕೊಳ್ಳೇಗಾಲ, ಅ.1- ತಾಲೂಕಿನ ಗ್ರಾಮವೊಂದರಲ್ಲಿ ಅಕ್ರಮವಾಗಿ ಮದ್ಯ ಸಾಗಣೆ ಮಾಡುತ್ತಿದ್ದ ಆರೋಪಿಯನ್ನು ಅಬಕಾರಿ ಪೊಲೀಸರು ಬಂಧಿಸಿ, 30 ಲೀಟರ್ ಮದ್ಯ ಹಾಗೂ ದ್ವಿಚಕ್ರ ವಾಹನ ವಶಪಡಿಸಿಕೊಂಡಿದ್ದಾರೆ. ಆರೋಪಿ ವಿರುದ್ಧ ಪ್ರಕರಣ ದಾಖಲಿಸಿಕೊಳ್ಳಲಾಗಿದೆ. — [562, 1076, 658, 1145]
obit-photo-placeholder — [660, 604, 700, 654]
poaching-headline — [412, 366, 654, 388]
jagadish-name — [52, 1232, 192, 1246]
obit-name-changappa: ಮೇಕೇರಿರ ಚಂಗಪ್ಪ — [813, 550, 867, 560]
poaching-body: ಮಡಿಕೇರಿ, ಅ.1- ಭಾಗಮಂಡಲ ವಲಯ ಅರಣ್ಯ ಪ್ರದೇಶದಲ್ಲಿ ಕಡವೆ ಬೇಟೆಯಾಡಿದ ಆರೋಪದ ಮೇರೆಗೆ ನಾಲ್ವರನ್ನು ಅರಣ್ಯ ಇಲಾಖೆ ಅಧಿಕಾರಿಗಳು ಬಂಧಿಸಿದ್ದು, ಆರೋಪಿಗಳಿಂದ ಬಂದೂಕು ಹಾಗೂ ಮಾಂಸವನ್ನು ವಶಪಡಿಸಿಕೊಂಡಿದ್ದಾರೆ. ಖಚಿತ ಮಾಹಿತಿ ಮೇರೆಗೆ ದಾಳಿ ನಡೆಸಿದ ಅರಣ್ಯ ಸಿಬ್ಬಂದಿ ಆರೋಪಿಗಳನ್ನು ವಶಕ್ಕೆ ಪಡೆದಿದ್ದು, ವನ್ಯಜೀವಿ ಸಂರಕ್ಷಣಾ ಕಾಯ್ದೆಯಡಿ ಪ್ರಕರಣ ದಾಖಲಿಸಲಾಗಿದೆ. ಆರೋಪಿಗಳನ್ನು ನ್ಯಾಯಾಂಗ ಬಂಧನಕ್ಕೆ ಒಪ್ಪಿಸಲಾಗಿದೆ ಎಂದು ವಲಯ ಅರಣ್ಯಾಧಿಕಾರಿ ತಿಳಿಸಿದ್ದಾರೆ. — [412, 390, 654, 439]
lead-subheadline — [296, 150, 898, 172]
obit-name-poonacha: ಬಿ.ಸಿ. ಬಾಬು ಪೂಣಚ್ಚ — [807, 630, 873, 640]
jagadish-portrait — [262, 1234, 332, 1306]
maruti-headline-2: ಹಿಂಬದಿ ಸವಾರ ಸಾವು — [111, 394, 229, 414]
kaveri-force-photo — [538, 180, 894, 358]
development-headline-black: ಅಭಿವೃದ್ಧಿ ಕಾಮಗಾರಿಗೆ ಶಾಸಕರಿಂದ — [562, 753, 725, 771]
protest-headline — [52, 750, 556, 790]
groundbreaking-caption: ಚಾಮರಾಜನಗರ ತಾಲೂಕಿನ ಬಿ.ಜಿ.ಕಾಲೋನಿಯಲ್ಲಿ ರಸ್ತೆ, ಚರಂಡಿ ಅಭಿವೃದ್ಧಿ ಕಾಮಗಾರಿಗೆ ಶಾಸಕ ಸಿ.ಪುಟ್ಟರಂಗಶೆಟ್ಟಿ ಗುದ್ದಲಿ ಪೂಜೆ ನೆರವೇರಿಸಿದರು. — [667, 890, 893, 909]
masthead — [48, 48, 898, 80]
guruswamy-name-text: ಗುರುಸ್ವಾಮಿ — [431, 1202, 465, 1212]
women-safety-kicker-box — [52, 88, 288, 152]
